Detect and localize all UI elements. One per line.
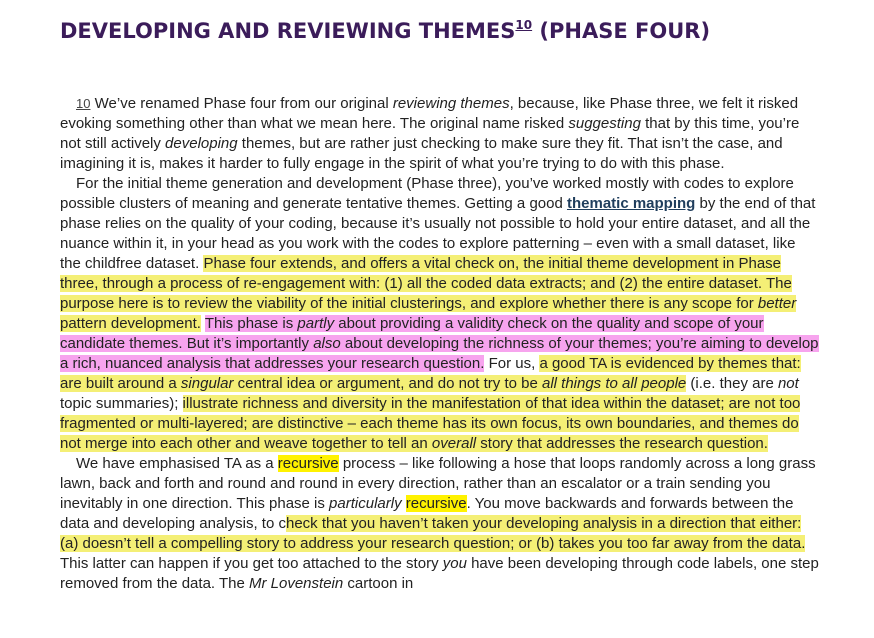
heading-suffix: (PHASE FOUR) — [532, 19, 711, 43]
footnote-ref-link[interactable]: 10 — [515, 18, 533, 32]
section-heading — [60, 18, 710, 43]
yellow-highlight: heck that you haven’t taken your developing analysis in a direction that either: (a) doesn’t tell a compelling story to address your research question; or (b) takes you too far away from the data. — [60, 515, 806, 552]
pink-highlight: This phase is partly about providing a validity check on the quality and scope of your candidate themes. But it’s importantly also about developing the richness of your themes; you’re aiming to develop a rich, nuanced analysis that addresses your research question. — [60, 315, 819, 372]
text-run: For the initial theme generation and development (Phase three), you’ve worked mostly with codes to explore possible clusters of meaning and generate tentative themes. Getting a good — [60, 175, 794, 212]
text-run: cartoon in — [343, 575, 414, 592]
text-run: that by this time, you’re not still actively — [60, 115, 800, 152]
text-run: have been developing through code labels, one step removed from the data. The — [60, 555, 819, 592]
yellow-highlight: illustrate richness and diversity in the manifestation of that idea within the dataset; are not too fragmented or multi-layered; are distinctive – each theme has its own focus, its own boundaries, and themes do not merge into each other and weave together to tell an overall story that addresses the research question. — [60, 395, 801, 452]
text-run: , because, like Phase three, we felt it risked evoking something other than what we mean here. The original name risked — [60, 95, 799, 132]
body-text — [60, 94, 820, 594]
text-run: We have emphasised TA as a — [76, 455, 278, 472]
italic-run: not — [777, 375, 799, 392]
yellow-highlight: a good TA is evidenced by themes that: are built around a singular central idea or argument, and do not try to be all things to all people — [60, 355, 801, 392]
text-run: (i.e. they are — [686, 375, 778, 392]
text-run: process – like following a hose that loops randomly across a long grass lawn, back and forth and round and round in every direction, rather than an escalator or a train sending you inevitably in one direction. This phase is — [60, 455, 816, 512]
body-paragraph-2 — [60, 454, 820, 594]
footnote-paragraph — [60, 94, 820, 174]
italic-run: suggesting — [568, 115, 641, 132]
thematic-mapping-link[interactable]: thematic mapping — [566, 195, 696, 212]
footnote-number[interactable]: 10 — [76, 96, 91, 111]
yellow-highlight: Phase four extends, and offers a vital check on, the initial theme development in Phase three, through a process of re-engagement with: (1) all the coded data extracts; and (2) the entire dataset. The purpose here is to review the viability of the initial clusterings, and explore whether there is any scope for better pattern development. — [60, 255, 797, 332]
text-run: . You move backwards and forwards between the data and developing analysis, to c — [60, 495, 794, 532]
text-run: For us, — [484, 355, 540, 372]
italic-run: Mr Lovenstein — [249, 575, 344, 592]
text-run: We’ve renamed Phase four from our original — [90, 95, 393, 112]
italic-run: you — [442, 555, 467, 572]
italic-run: particularly — [329, 495, 402, 512]
bright-highlight: recursive — [277, 455, 339, 472]
text-run: topic summaries); — [60, 395, 183, 412]
text-run: This latter can happen if you get too attached to the story — [60, 555, 443, 572]
italic-run: reviewing themes — [392, 95, 510, 112]
text-run: by the end of that phase relies on the quality of your coding, because it’s usually not possible to hold your entire dataset, and all the nuance within it, in your head as you work with the codes to explore patterning – even with a small dataset, like the childfree dataset. — [60, 195, 816, 272]
bright-highlight: recursive — [405, 495, 467, 512]
heading-main: DEVELOPING AND REVIEWING THEMES — [60, 19, 516, 43]
italic-run: developing — [165, 135, 238, 152]
text-run: themes, but are rather just checking to make sure they fit. That isn’t the case, and imagining it is, makes it harder to fully engage in the spirit of what you’re trying to do with this phase. — [60, 135, 783, 172]
body-paragraph-1 — [60, 174, 820, 454]
